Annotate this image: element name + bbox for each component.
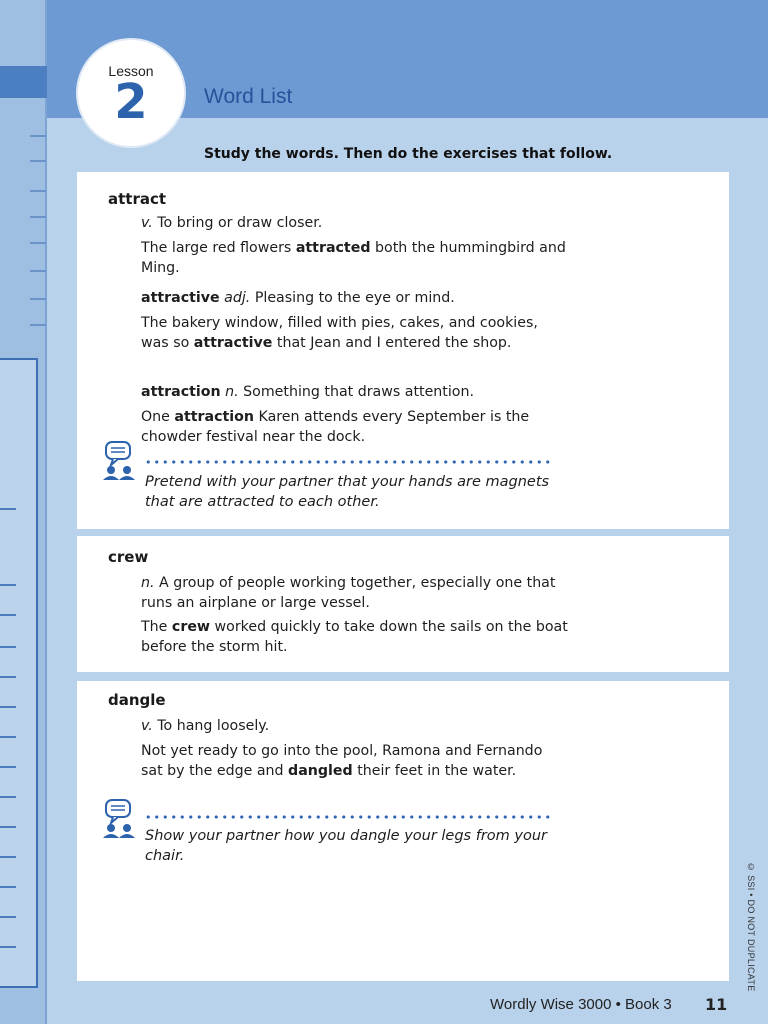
sentence-text: Karen attends every September is the chowder festival near the dock.	[141, 409, 530, 445]
sentence-text: The bakery window, filled with pies, cakes, and cookies, was so	[141, 315, 538, 351]
entry-word: attract	[108, 190, 167, 208]
part-of-speech: adj.	[219, 290, 251, 306]
spine-tick	[0, 916, 16, 918]
sentence-text: that Jean and I entered the shop.	[272, 335, 512, 351]
example-sentence	[141, 238, 581, 278]
spine-tick	[30, 270, 46, 272]
spine-tick	[0, 946, 16, 948]
definition-text: To bring or draw closer.	[152, 215, 323, 231]
partner-talk-icon	[101, 440, 137, 486]
sentence-text: their feet in the water.	[352, 763, 517, 779]
derived-word: attraction	[141, 384, 221, 400]
copyright-notice: © SSI • DO NOT DUPLICATE	[746, 862, 756, 992]
spine-tick	[0, 508, 16, 510]
derived-word: attractive	[141, 290, 220, 306]
spine-edge-band	[0, 66, 47, 98]
spine-tick	[0, 584, 16, 586]
spine-tick	[0, 736, 16, 738]
dotted-divider	[144, 815, 554, 819]
sentence-text: The	[141, 619, 172, 635]
spine-tick	[30, 242, 46, 244]
spine-tick	[30, 190, 46, 192]
part-of-speech: n.	[141, 575, 155, 591]
entry-word: dangle	[108, 691, 166, 709]
definition-text: A group of people working together, especially one that runs an airplane or large vessel.	[141, 575, 556, 611]
definition	[141, 716, 581, 736]
sentence-text: One	[141, 409, 175, 425]
page-spine	[0, 0, 47, 1024]
page-title: Word List	[204, 85, 293, 108]
highlighted-word: crew	[171, 619, 211, 635]
example-sentence	[141, 741, 551, 781]
sentence-text: Not yet ready to go into the pool, Ramona and Fernando sat by the edge and	[141, 743, 543, 779]
example-sentence	[141, 313, 551, 353]
part-of-speech: v.	[141, 215, 153, 231]
entry-card-crew	[77, 536, 729, 672]
lesson-label: Lesson	[108, 63, 154, 79]
definition	[141, 382, 581, 402]
spine-tick	[0, 826, 16, 828]
sentence-text: The large red flowers	[141, 240, 296, 256]
partner-activity: Pretend with your partner that your hands are magnets that are attracted to each other.	[145, 474, 550, 510]
sentence-text: worked quickly to take down the sails on the boat before the storm hit.	[141, 619, 568, 655]
spine-tick	[0, 676, 16, 678]
part-of-speech: v.	[141, 718, 153, 734]
example-sentence	[141, 407, 571, 447]
page-number: 11	[705, 995, 728, 1014]
book-title: Wordly Wise 3000 • Book 3	[490, 996, 672, 1013]
spine-tab	[0, 358, 38, 988]
lesson-badge	[78, 40, 184, 146]
spine-tick	[0, 796, 16, 798]
entry-card-dangle	[77, 681, 729, 981]
highlighted-word: dangled	[288, 763, 353, 779]
definition	[141, 288, 581, 308]
spine-tick	[30, 160, 46, 162]
spine-tick	[0, 706, 16, 708]
highlighted-word: attracted	[295, 240, 371, 256]
definition	[141, 573, 571, 613]
spine-tick	[0, 856, 16, 858]
sentence-text: both the hummingbird and Ming.	[141, 240, 566, 276]
spine-tick	[30, 298, 46, 300]
entry-word: crew	[108, 548, 149, 566]
spine-tick	[0, 614, 16, 616]
spine-tick	[30, 216, 46, 218]
definition	[141, 213, 581, 233]
lesson-number: 2	[114, 74, 148, 130]
partner-activity: Show your partner how you dangle your legs from your chair.	[145, 828, 547, 864]
part-of-speech: n.	[220, 384, 239, 400]
highlighted-word: attraction	[174, 409, 255, 425]
spine-tick	[30, 324, 46, 326]
definition-text: To hang loosely.	[152, 718, 270, 734]
definition-text: Pleasing to the eye or mind.	[250, 290, 455, 306]
partner-talk-icon	[101, 798, 137, 844]
dotted-divider	[144, 460, 554, 464]
spine-tick	[30, 135, 46, 137]
spine-tick	[0, 886, 16, 888]
entry-card-attract	[77, 172, 729, 529]
spine-tick	[0, 766, 16, 768]
definition-text: Something that draws attention.	[238, 384, 474, 400]
highlighted-word: attractive	[193, 335, 273, 351]
spine-tick	[0, 646, 16, 648]
instructions: Study the words. Then do the exercises that follow.	[204, 146, 613, 162]
example-sentence	[141, 617, 571, 657]
